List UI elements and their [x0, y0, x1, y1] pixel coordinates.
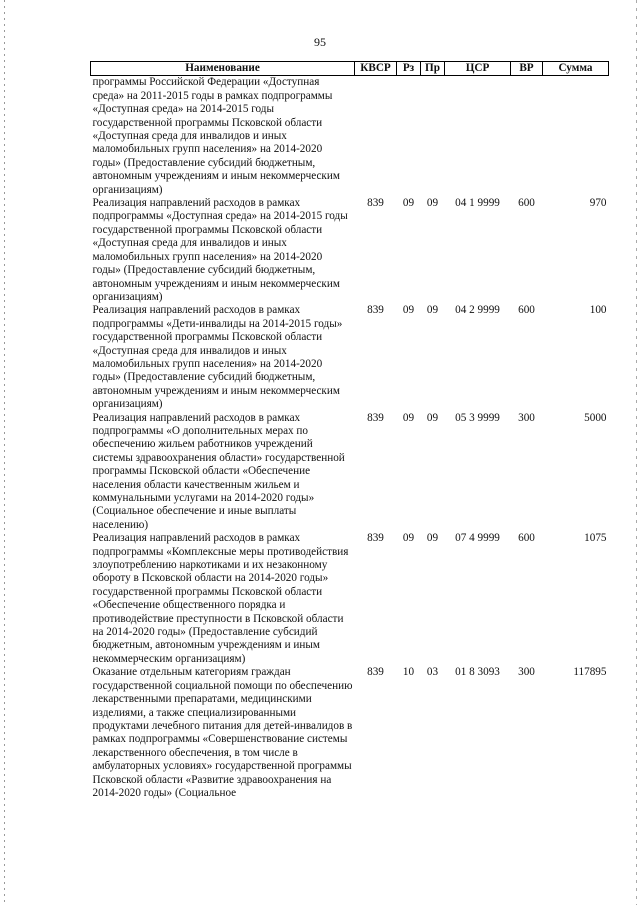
row-sum: 970	[589, 197, 607, 210]
table-row	[91, 666, 609, 800]
header-csr: ЦСР	[445, 62, 511, 76]
row-pr	[421, 76, 445, 197]
header-name: Наименование	[91, 62, 355, 76]
header-kvsr: КВСР	[355, 62, 397, 76]
table-row	[91, 412, 609, 533]
table-row	[91, 304, 609, 411]
row-vr: 600	[518, 304, 535, 317]
row-sum: 100	[589, 304, 607, 317]
row-vr: 600	[518, 197, 535, 210]
row-vr: 300	[518, 411, 535, 424]
row-vr: 300	[518, 666, 535, 679]
row-name: Оказание отдельным категориям граждан государственной социальной помощи по обеспечению лекарственными препаратами, медицинскими изделиями, а также специализированными продуктами лечебного питания для детей-инвалидов в рамках подпрограммы «Совершенствование системы лекарственного обеспечения, в том числе в амбулаторных условиях» государственной программы Псковской области «Развитие здравоохранения на 2014-2020 годы» (Социальное	[92, 666, 353, 799]
row-csr: 04 1 9999	[455, 197, 500, 210]
table-row	[91, 76, 609, 197]
row-name: Реализация направлений расходов в рамках подпрограммы «О дополнительных мерах по обеспечению жильем работников учреждений системы здравоохранения области» государственной программы Псковской области «Обеспечение населения области качественным жильем и коммунальными услугами на 2014-2020 годы» (Социальное обеспечение и иные выплаты населению)	[92, 411, 345, 531]
row-pr: 09	[426, 411, 439, 424]
row-rz: 09	[402, 532, 415, 545]
scan-edge-right	[636, 0, 637, 905]
row-vr: 600	[518, 532, 535, 545]
page-number: 95	[314, 35, 326, 49]
table-row	[91, 197, 609, 304]
row-kvsr: 839	[367, 304, 384, 317]
row-csr: 04 2 9999	[455, 304, 500, 317]
row-rz: 09	[402, 197, 415, 210]
table-header-row	[91, 62, 609, 76]
row-pr: 09	[426, 532, 439, 545]
row-sum: 1075	[584, 532, 607, 545]
row-vr	[511, 76, 543, 197]
row-kvsr: 839	[367, 197, 384, 210]
header-rz: Рз	[397, 62, 421, 76]
scan-edge-left	[4, 0, 5, 905]
row-name: Реализация направлений расходов в рамках подпрограммы «Комплексные меры противодействия злоупотреблению наркотиками и их незаконному обороту в Псковской области на 2014-2020 годы» государственной программы Псковской области «Обеспечение общественного порядка и противодействие преступности в Псковской области на 2014-2020 годы» (Предоставление субсидий бюджетным, автономным учреждениям и иным некоммерческим организациям)	[92, 532, 349, 665]
budget-table	[90, 61, 609, 800]
row-rz: 10	[402, 666, 415, 679]
row-csr	[445, 76, 511, 197]
row-kvsr: 839	[367, 411, 384, 424]
row-sum: 117895	[573, 666, 607, 679]
row-kvsr	[355, 76, 397, 197]
row-rz: 09	[402, 411, 415, 424]
row-name: Реализация направлений расходов в рамках подпрограммы «Дети-инвалиды на 2014-2015 годы» государственной программы Псковской области «Доступная среда для инвалидов и иных маломобильных групп населения» на 2014-2020 годы» (Предоставление субсидий бюджетным, автономным учреждениям и иным некоммерческим организациям)	[92, 304, 343, 411]
row-rz	[397, 76, 421, 197]
row-pr: 09	[426, 197, 439, 210]
row-name: программы Российской Федерации «Доступная среда» на 2011-2015 годы в рамках подпрограммы «Доступная среда» на 2014-2015 годы государственной программы Псковской области «Доступная среда для инвалидов и иных маломобильных групп населения» на 2014-2020 годы» (Предоставление субсидий бюджетным, автономным учреждениям и иным некоммерческим организациям)	[92, 76, 340, 196]
row-pr: 09	[426, 304, 439, 317]
row-csr: 01 8 3093	[455, 666, 500, 679]
row-kvsr: 839	[367, 666, 384, 679]
row-csr: 05 3 9999	[455, 411, 500, 424]
table-row	[91, 532, 609, 666]
row-csr: 07 4 9999	[455, 532, 500, 545]
row-rz: 09	[402, 304, 415, 317]
row-kvsr: 839	[367, 532, 384, 545]
row-name: Реализация направлений расходов в рамках подпрограммы «Доступная среда» на 2014-2015 годы государственной программы Псковской области «Доступная среда для инвалидов и иных маломобильных групп населения» на 2014-2020 годы» (Предоставление субсидий бюджетным, автономным учреждениям и иным некоммерческим организациям)	[92, 197, 348, 303]
header-pr: Пр	[421, 62, 445, 76]
row-sum: 5000	[584, 411, 607, 424]
row-sum	[543, 76, 609, 197]
header-vr: ВР	[511, 62, 543, 76]
header-sum: Сумма	[543, 62, 609, 76]
row-pr: 03	[426, 666, 439, 679]
